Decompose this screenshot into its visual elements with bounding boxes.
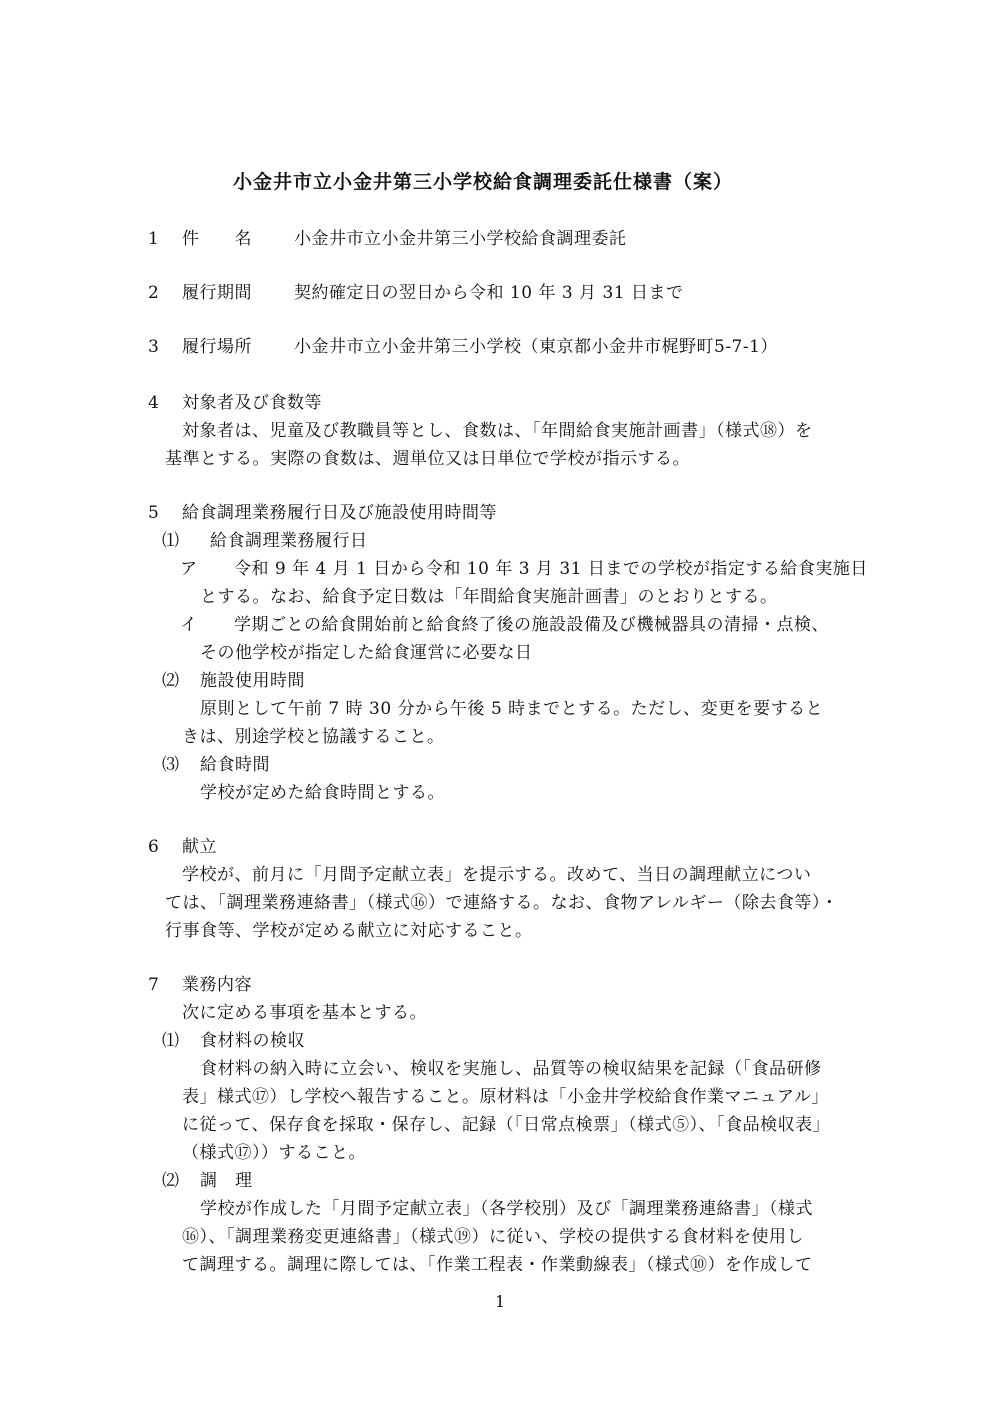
section-number: 2 [148,283,160,303]
paragraph-line: 行事食等、学校が定める献立に対応すること。 [165,921,533,941]
section-value: 小金井市立小金井第三小学校給食調理委託 [294,229,627,249]
section-number: 1 [148,229,160,249]
section-label: 履行場所 [182,337,252,357]
section-number: 6 [148,837,160,857]
item-i [180,613,829,637]
page-title: 小金井市立小金井第三小学校給食調理委託仕様書（案） [233,171,734,193]
section-5-heading [148,501,497,525]
paragraph-line: とする。なお、給食予定日数は「年間給食実施計画書」のとおりとする。 [200,587,778,607]
subsection-mark: ⑶ [162,755,180,775]
section-6-heading [148,835,217,859]
section-7-heading [148,973,252,997]
subsection-title: 給食時間 [200,755,270,775]
section-value: 小金井市立小金井第三小学校（東京都小金井市梶野町5-7-1） [294,337,778,357]
paragraph-line: （様式⑰））すること。 [182,1143,366,1163]
paragraph-line: その他学校が指定した給食運営に必要な日 [200,643,533,663]
item-text: 学期ごとの給食開始前と給食終了後の施設設備及び機械器具の清掃・点検、 [234,615,829,635]
subsection-heading [162,1029,305,1053]
paragraph-line: ⑯）、「調理業務変更連絡書」（様式⑲）に従い、学校の提供する食材料を使用し [182,1227,804,1247]
paragraph-line: ては、「調理業務連絡書」（様式⑯）で連絡する。なお、食物アレルギー（除去食等）・ [165,893,839,913]
paragraph-line: 次に定める事項を基本とする。 [182,1003,427,1023]
subsection-heading [162,753,270,777]
section-number: 3 [148,337,160,357]
subsection-title: 給食調理業務履行日 [210,531,368,551]
paragraph-line: 基準とする。実際の食数は、週単位又は日単位で学校が指示する。 [165,449,690,469]
section-value: 契約確定日の翌日から令和 10 年 3 月 31 日まで [294,283,684,303]
item-mark: イ [180,615,198,635]
section-heading: 献立 [182,837,217,857]
item-a [180,557,868,581]
section-number: 5 [148,503,160,523]
section-4-heading [148,391,322,415]
subsection-title: 施設使用時間 [200,671,305,691]
subsection-heading [162,1169,253,1193]
paragraph-line: 学校が定めた給食時間とする。 [200,783,445,803]
page-number: 1 [495,1292,506,1311]
subsection-heading [162,669,305,693]
item-text: 令和 9 年 4 月 1 日から令和 10 年 3 月 31 日までの学校が指定する給食実施日 [234,559,868,579]
subsection-mark: ⑵ [162,1171,180,1191]
subsection-mark: ⑴ [162,1031,180,1051]
paragraph-line: きは、別途学校と協議すること。 [182,727,445,747]
section-number: 4 [148,393,160,413]
paragraph-line: 学校が、前月に「月間予定献立表」を提示する。改めて、当日の調理献立につい [182,865,812,885]
section-3 [148,335,778,359]
paragraph-line: 学校が作成した「月間予定献立表」（各学校別）及び「調理業務連絡書」（様式 [200,1199,813,1219]
subsection-title: 食材料の検収 [200,1031,305,1051]
section-heading: 業務内容 [182,975,252,995]
paragraph-line: 食材料の納入時に立会い、検収を実施し、品質等の検収結果を記録（「食品研修 [200,1059,822,1079]
paragraph-line: に従って、保存食を採取・保存し、記録（「日常点検票」（様式⑤）、「食品検収表」 [182,1115,831,1135]
section-heading: 給食調理業務履行日及び施設使用時間等 [182,503,497,523]
section-2 [148,281,684,305]
section-1 [148,227,627,251]
paragraph-line: て調理する。調理に際しては、「作業工程表・作業動線表」（様式⑩）を作成して [182,1255,813,1275]
subsection-mark: ⑴ [162,531,180,551]
subsection-mark: ⑵ [162,671,180,691]
subsection-title: 調 理 [200,1171,253,1191]
paragraph-line: 原則として午前 7 時 30 分から午後 5 時までとする。ただし、変更を要すると [200,699,824,719]
section-number: 7 [148,975,160,995]
section-label: 履行期間 [182,283,252,303]
paragraph-line: 表」様式⑰）し学校へ報告すること。原材料は「小金井学校給食作業マニュアル」 [182,1087,829,1107]
subsection-heading [162,529,368,553]
item-mark: ア [180,559,198,579]
paragraph-line: 対象者は、児童及び教職員等とし、食数は、「年間給食実施計画書」（様式⑱）を [182,421,813,441]
section-label: 件 名 [182,229,252,249]
section-heading: 対象者及び食数等 [182,393,322,413]
